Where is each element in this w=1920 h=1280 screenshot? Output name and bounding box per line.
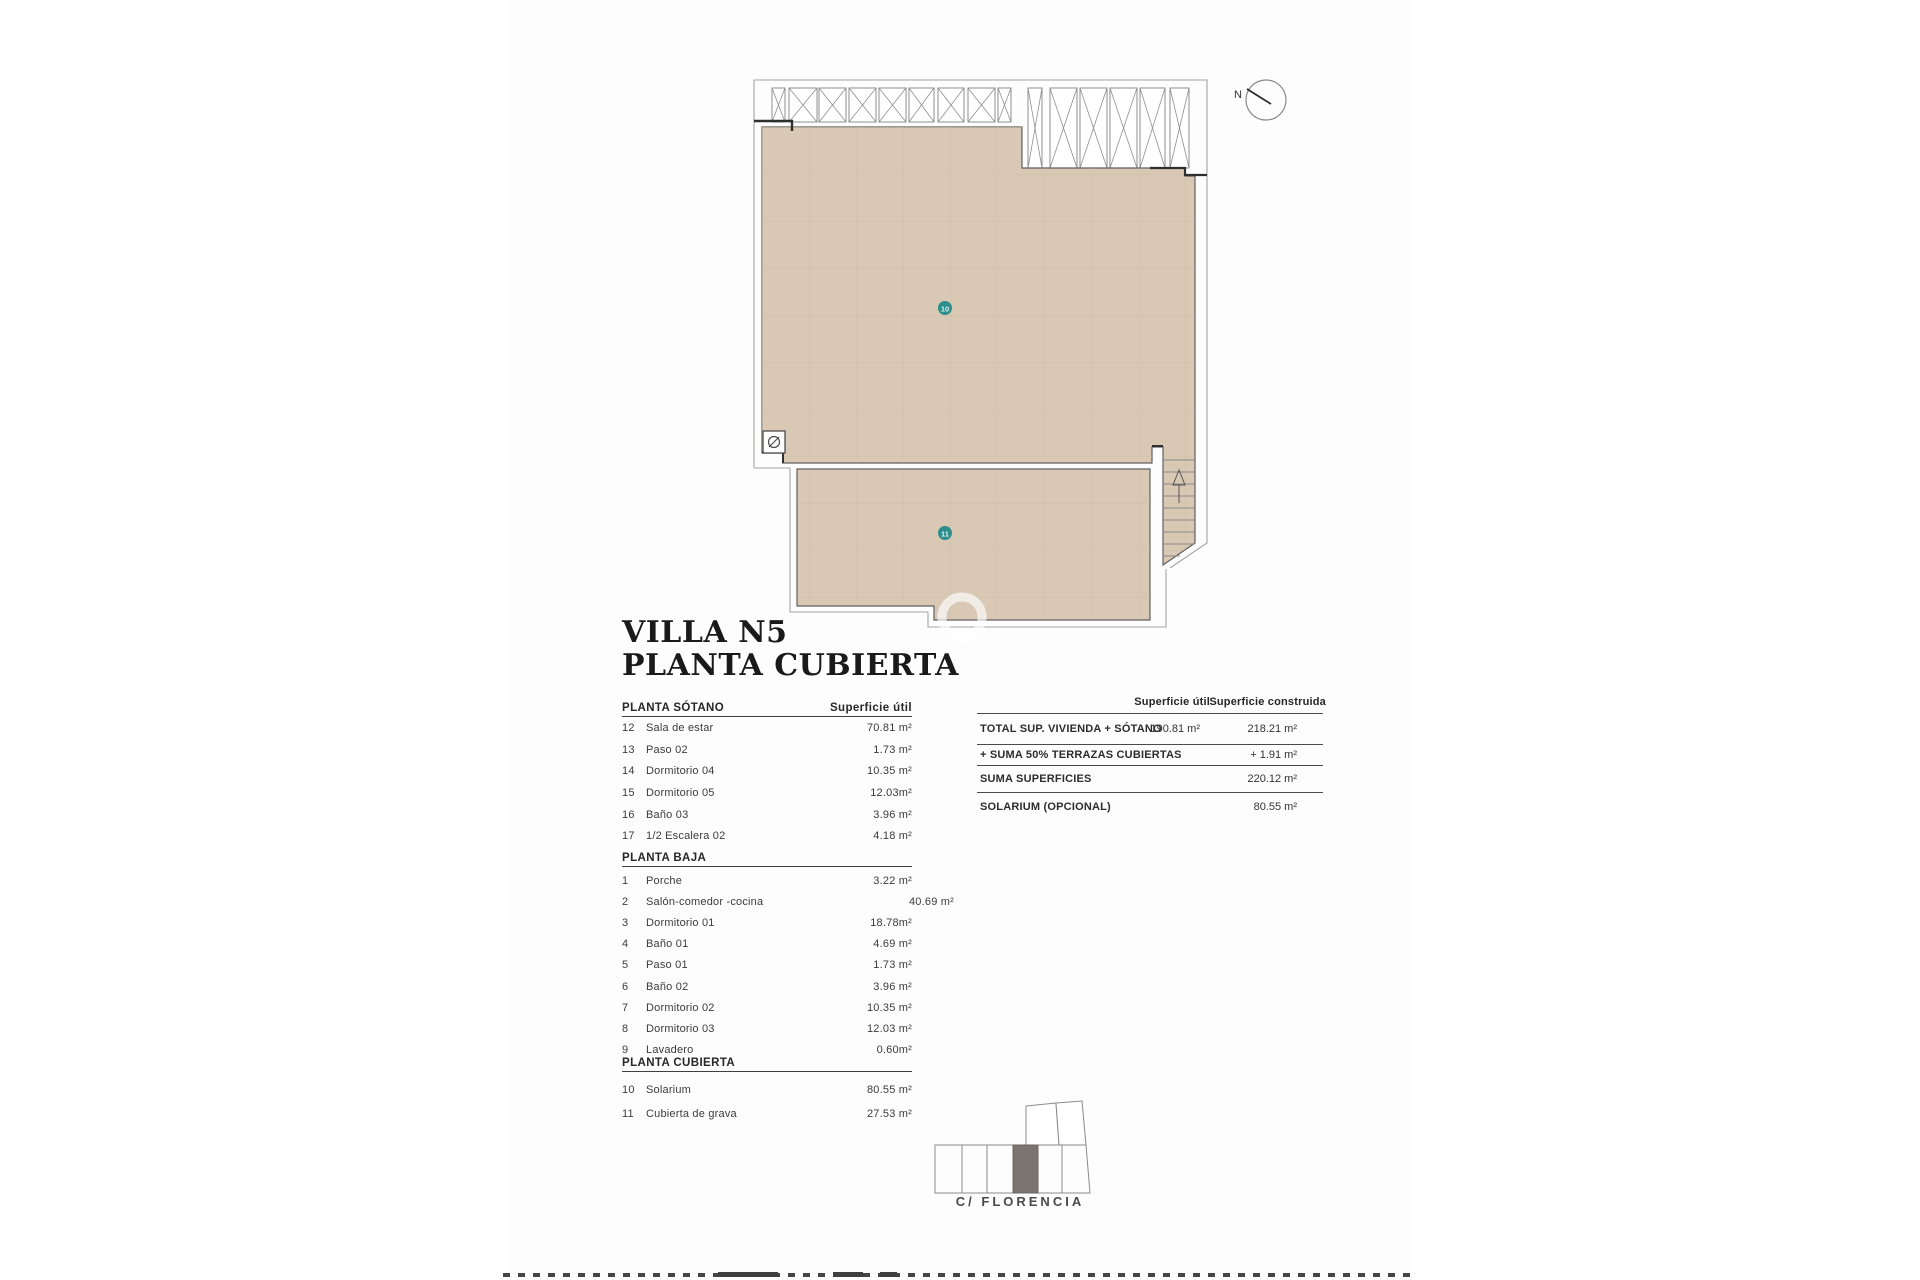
row-label: Solarium bbox=[646, 1083, 692, 1096]
row-value: 0.60m² bbox=[876, 1044, 912, 1057]
column-header-superficie-construida: Superficie construida bbox=[1209, 696, 1326, 708]
summary-header bbox=[977, 688, 1326, 714]
row-value: 70.81 m² bbox=[866, 721, 912, 734]
area-row bbox=[622, 717, 912, 739]
row-value: 3.96 m² bbox=[873, 980, 912, 993]
area-row bbox=[622, 870, 912, 891]
row-label: Lavadero bbox=[646, 1044, 694, 1057]
area-row bbox=[622, 1078, 912, 1102]
row-value: 18.78m² bbox=[870, 917, 912, 930]
compass-icon bbox=[1234, 80, 1286, 120]
row-value: 80.55 m² bbox=[866, 1083, 912, 1096]
area-row bbox=[622, 976, 912, 997]
row-value: 4.18 m² bbox=[873, 830, 912, 843]
row-number: 8 bbox=[622, 1023, 629, 1036]
cutoff-content-strip bbox=[503, 1273, 1418, 1277]
area-row bbox=[622, 739, 912, 761]
row-value: 10.35 m² bbox=[866, 765, 912, 778]
row-label: Porche bbox=[646, 874, 683, 887]
area-table bbox=[622, 692, 954, 1126]
svg-text:N: N bbox=[1234, 89, 1242, 101]
row-label: Paso 02 bbox=[646, 743, 688, 756]
area-section-sotano bbox=[622, 692, 912, 847]
row-label: Baño 02 bbox=[646, 980, 689, 993]
svg-text:11: 11 bbox=[941, 529, 949, 539]
row-label: Dormitorio 01 bbox=[646, 917, 715, 930]
row-label: Salón-comedor -cocina bbox=[646, 895, 764, 908]
row-number: 15 bbox=[622, 786, 635, 799]
row-value: 40.69 m² bbox=[908, 895, 954, 908]
row-value: 10.35 m² bbox=[866, 1001, 912, 1014]
row-number: 4 bbox=[622, 938, 629, 951]
row-number: 13 bbox=[622, 743, 635, 756]
summary-row-total: TOTAL SUP. VIVIENDA + SÓTANO 190.81 m² 218.21 m² bbox=[977, 714, 1323, 745]
row-number: 17 bbox=[622, 830, 635, 843]
row-value: 3.96 m² bbox=[873, 808, 912, 821]
marker-11 bbox=[938, 526, 952, 540]
street-label: C/ FLORENCIA bbox=[955, 1194, 1085, 1209]
summary-row-solarium: SOLARIUM (OPCIONAL) 80.55 m² bbox=[980, 800, 1297, 813]
marker-10 bbox=[938, 301, 952, 315]
row-label: Paso 01 bbox=[646, 959, 688, 972]
area-section-baja bbox=[622, 849, 954, 1061]
summary-row-terrazas: + SUMA 50% TERRAZAS CUBIERTAS + 1.91 m² bbox=[977, 745, 1323, 766]
row-label: Baño 01 bbox=[646, 938, 689, 951]
area-row bbox=[622, 997, 912, 1018]
section-rows bbox=[622, 1072, 912, 1126]
row-value: 12.03m² bbox=[870, 786, 912, 799]
summary-row-suma: SUMA SUPERFICIES 220.12 m² bbox=[977, 766, 1323, 793]
section-header bbox=[622, 692, 912, 717]
row-number: 16 bbox=[622, 808, 635, 821]
row-value: 4.69 m² bbox=[873, 938, 912, 951]
page-title bbox=[622, 616, 959, 682]
page-title-line2: PLANTA CUBIERTA bbox=[622, 648, 959, 683]
summary-table bbox=[977, 688, 1326, 820]
highlighted-plot bbox=[1013, 1145, 1038, 1193]
column-header-superficie-util: Superficie útil bbox=[829, 702, 912, 714]
column-header-superficie-util: Superficie útil bbox=[1134, 696, 1210, 708]
row-value: 1.73 m² bbox=[873, 743, 912, 756]
section-rows bbox=[622, 717, 912, 847]
area-row bbox=[622, 891, 954, 912]
area-row bbox=[622, 760, 912, 782]
row-number: 6 bbox=[622, 980, 629, 993]
row-number: 14 bbox=[622, 765, 635, 778]
row-label: Dormitorio 02 bbox=[646, 1001, 715, 1014]
upper-plot-left bbox=[1026, 1103, 1059, 1145]
row-label: Cubierta de grava bbox=[646, 1107, 737, 1120]
row-number: 12 bbox=[622, 721, 635, 734]
row-value: 12.03 m² bbox=[866, 1023, 912, 1036]
row-number: 2 bbox=[622, 895, 629, 908]
area-row bbox=[622, 1102, 912, 1126]
row-number: 7 bbox=[622, 1001, 629, 1014]
section-rows bbox=[622, 867, 954, 1061]
section-header bbox=[622, 849, 912, 867]
row-number: 9 bbox=[622, 1044, 629, 1057]
cutoff-segment bbox=[880, 1272, 897, 1277]
section-header bbox=[622, 1056, 912, 1072]
upper-plot-right bbox=[1056, 1101, 1086, 1145]
row-label: Baño 03 bbox=[646, 808, 689, 821]
cutoff-segment bbox=[718, 1272, 778, 1277]
row-label: Dormitorio 03 bbox=[646, 1023, 715, 1036]
row-number: 10 bbox=[622, 1083, 635, 1096]
section-title: PLANTA CUBIERTA bbox=[622, 1056, 736, 1069]
area-row bbox=[622, 913, 912, 934]
row-label: 1/2 Escalera 02 bbox=[646, 830, 726, 843]
row-label: Dormitorio 04 bbox=[646, 765, 715, 778]
area-row bbox=[622, 804, 912, 826]
area-row bbox=[622, 955, 912, 976]
drain-symbol-icon bbox=[763, 431, 785, 453]
section-title: PLANTA SÓTANO bbox=[622, 702, 725, 714]
area-row bbox=[622, 782, 912, 804]
area-row bbox=[622, 1018, 912, 1039]
area-section-cubierta bbox=[622, 1056, 912, 1126]
row-number: 11 bbox=[622, 1107, 634, 1120]
section-title: PLANTA BAJA bbox=[622, 852, 707, 865]
row-number: 5 bbox=[622, 959, 629, 972]
row-value: 27.53 m² bbox=[866, 1107, 912, 1120]
row-label: Dormitorio 05 bbox=[646, 786, 715, 799]
svg-text:10: 10 bbox=[940, 304, 950, 314]
area-row bbox=[622, 934, 912, 955]
area-row bbox=[622, 825, 912, 847]
page-title-line1: VILLA N5 bbox=[622, 615, 788, 650]
row-number: 1 bbox=[622, 874, 629, 887]
row-value: 3.22 m² bbox=[873, 874, 912, 887]
row-value: 1.73 m² bbox=[873, 959, 912, 972]
cutoff-segment bbox=[833, 1272, 863, 1277]
floor-plan bbox=[730, 55, 1320, 655]
row-label: Sala de estar bbox=[646, 721, 714, 734]
row-number: 3 bbox=[622, 917, 629, 930]
